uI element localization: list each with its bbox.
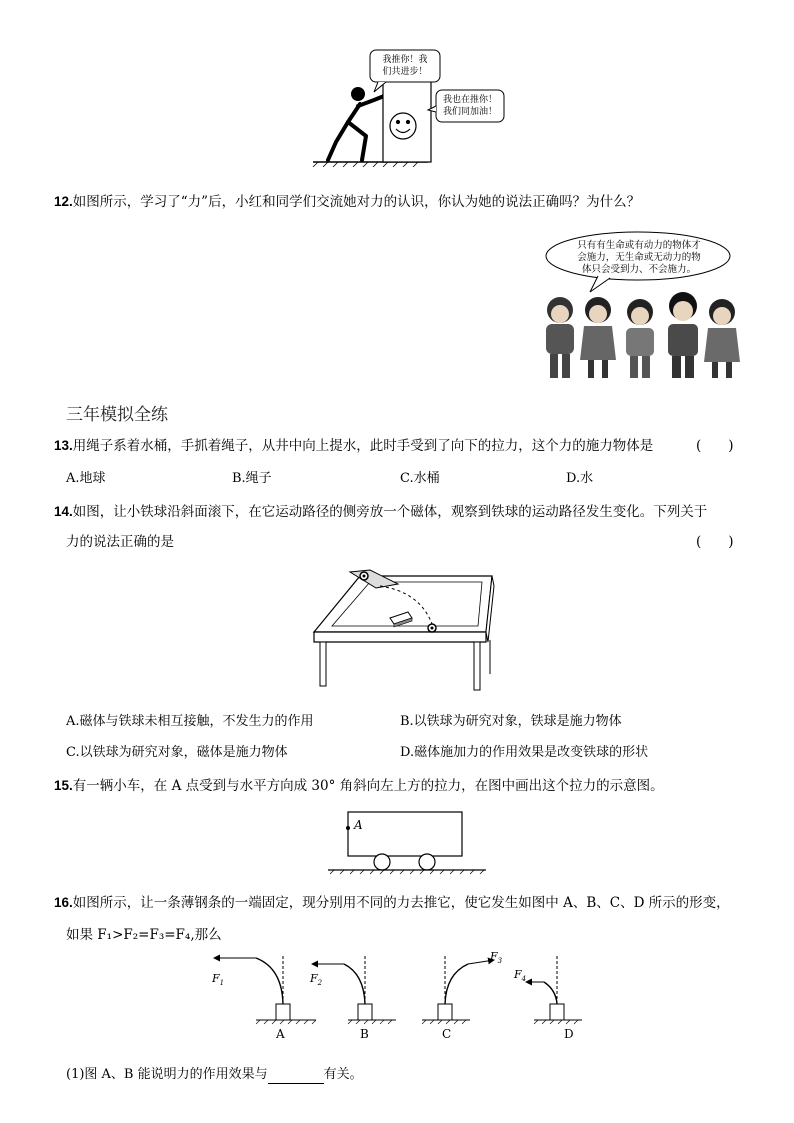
wheel-right-icon (419, 854, 435, 870)
force-label-f4: $F_4$ (514, 968, 527, 984)
push-bubble1-line1: 我推你！我 (382, 55, 428, 65)
q13-option-d: D.水 (566, 471, 594, 486)
panel-label-d: D (564, 1027, 574, 1041)
q16-number: 16. (54, 895, 73, 910)
panel-b (312, 956, 396, 1024)
q12-number: 12. (54, 194, 73, 209)
q14-option-a: A.磁体与铁球未相互接触，不发生力的作用 (66, 714, 314, 729)
wheel-left-icon (374, 854, 390, 870)
panel-c (422, 956, 494, 1024)
q14-number: 14. (54, 504, 73, 519)
q13-option-c: C.水桶 (400, 471, 440, 486)
q14-option-d: D.磁体施加力的作用效果是改变铁球的形状 (400, 745, 649, 760)
q13-option-a: A.地球 (66, 471, 106, 486)
force-label-f2: $F_2$ (310, 972, 323, 988)
q16-sub1-blank[interactable] (268, 1069, 324, 1084)
q13-number: 13. (54, 438, 73, 453)
push-bubble1-line2: 们共进步！ (382, 67, 428, 77)
q13-text: 13.用绳子系着水桶，手抓着绳子，从井中向上提水，此时手受到了向下的拉力，这个力的施力物体是 (54, 438, 654, 454)
q12-text: 12.如图所示，学习了“力”后，小红和同学们交流她对力的认识，你认为她的说法正确吗？为什么？ (54, 194, 641, 210)
panel-d (526, 956, 582, 1024)
q16-sub1: (1)图 A、B 能说明力的作用效果与 有关。 (66, 1067, 363, 1082)
q12-bubble-line2: 会施力，无生命或无动力的物 (577, 252, 701, 263)
q16-line1: 16.如图所示，让一条薄钢条的一端固定，现分别用不同的力去推它，使它发生如图中 A、B、C、D 所示的形变， (54, 895, 730, 911)
q14-line2: 力的说法正确的是 (66, 534, 174, 550)
steel-strip-figure (200, 948, 600, 1048)
q13-paren: ( ) (696, 438, 734, 454)
force-label-f1: $F_1$ (212, 972, 225, 988)
q14-line1: 14.如图，让小铁球沿斜面滚下，在它运动路径的侧旁放一个磁体，观察到铁球的运动路径发生变化。下列关于 (54, 504, 708, 520)
magnet-table-figure (310, 566, 500, 692)
q15-text: 15.有一辆小车，在 A 点受到与水平方向成 30° 角斜向左上方的拉力，在图中画出这个拉力的示意图。 (54, 778, 664, 794)
q15-number: 15. (54, 778, 73, 793)
panel-label-b: B (360, 1027, 369, 1041)
panel-label-a: A (276, 1027, 285, 1041)
q12-bubble-line3: 体只会受到力、不会施力。 (581, 264, 696, 275)
point-a-label: A (354, 818, 363, 832)
section-title: 三年模拟全练 (66, 405, 168, 425)
pushing-man-icon (328, 87, 384, 160)
q12-bubble-line1: 只有有生命或有动力的物体才 (577, 240, 701, 251)
panel-a (214, 956, 316, 1024)
q13-option-b: B.绳子 (232, 471, 272, 486)
point-a-dot (346, 826, 350, 830)
cart-figure (324, 806, 490, 876)
push-bubble2-line1: 我也在推你！ (442, 95, 497, 105)
cart-body (348, 812, 462, 856)
push-bubble2-line2: 我们同加油！ (442, 107, 497, 117)
q14-option-c: C.以铁球为研究对象，磁体是施力物体 (66, 745, 288, 760)
q14-option-b: B.以铁球为研究对象，铁球是施力物体 (400, 714, 622, 729)
panel-label-c: C (442, 1027, 452, 1041)
children-group-icon (546, 292, 740, 378)
force-label-f3: $F_3$ (490, 950, 503, 966)
q14-paren: ( ) (696, 534, 734, 550)
q16-line2: 如果 F₁>F₂=F₃=F₄,那么 (66, 927, 222, 943)
